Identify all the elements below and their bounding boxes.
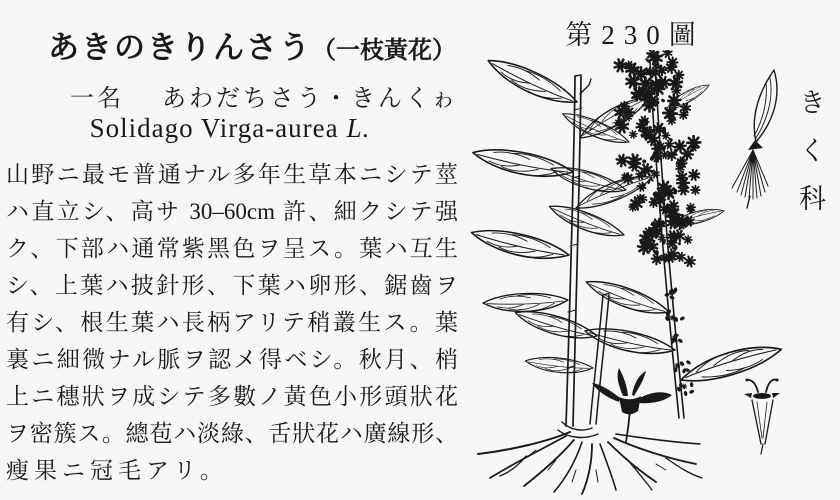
plant-name-annotation: （一枝黃花） [312, 38, 456, 64]
ray-floret-detail [732, 70, 777, 208]
description-line: 山野ニ最モ普通ナル多年生草本ニシテ莖 [6, 162, 458, 187]
family-label: きく科 [795, 88, 825, 232]
latin-author: L. [346, 113, 371, 143]
figure-caption: 第230圖 [565, 20, 705, 50]
description-line: ク、下部ハ通常紫黑色ヲ呈ス。葉ハ互生 [6, 236, 458, 261]
description-line: 裏ニ細微ナル脈ヲ認メ得ベシ。秋月、梢 [6, 347, 458, 372]
alias-names: あわだちさう・きんくゎ [162, 86, 459, 112]
description-line: シ、上葉ハ披針形、下葉ハ卵形、鋸齒ヲ [6, 273, 458, 298]
plant-name-kana: あきのきりんさう [48, 30, 312, 65]
latin-name-line [0, 113, 460, 144]
botanical-illustration [466, 50, 814, 500]
plant-description [6, 156, 458, 489]
description-line: 上ニ穗狀ヲ成シテ多數ノ黃色小形頭狀花 [6, 384, 458, 409]
description-line: 瘦果ニ冠毛アリ。 [6, 458, 228, 483]
description-line: ハ直立シ、高サ 30–60cm 許、細クシテ强 [6, 199, 458, 224]
alias-line [70, 78, 459, 113]
disc-floret-detail [744, 379, 780, 455]
description-line: 有シ、根生葉ハ長柄アリテ稍叢生ス。葉 [6, 310, 458, 335]
page-title [48, 22, 468, 67]
flower-head-detail [592, 368, 672, 442]
roots [478, 422, 702, 494]
alias-label: 一名 [70, 86, 124, 112]
secondary-stem [513, 293, 610, 424]
description-line: ヲ密簇ス。總苞ハ淡綠、舌狀花ハ廣線形、 [6, 421, 458, 446]
latin-name: Solidago Virga-aurea [89, 113, 339, 143]
